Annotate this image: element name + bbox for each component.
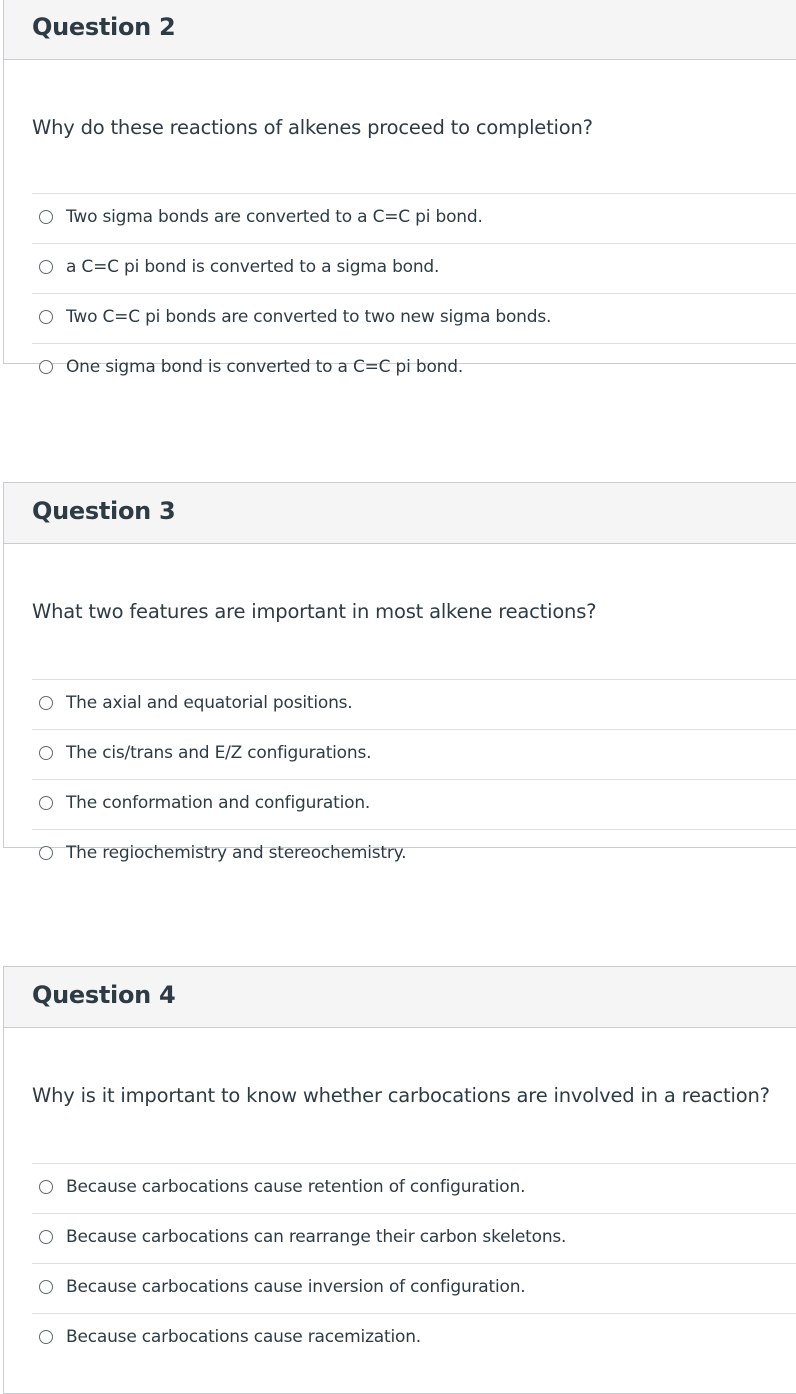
question-text: Why do these reactions of alkenes proceed to completion? [32,116,593,139]
answer-option[interactable] [32,293,796,343]
radio-button[interactable] [39,746,53,760]
question-title: Question 3 [32,497,176,525]
radio-button[interactable] [39,360,53,374]
radio-button[interactable] [39,210,53,224]
answer-label[interactable]: a C=C pi bond is converted to a sigma bond. [66,257,440,277]
answer-list [32,193,796,393]
answer-label[interactable]: One sigma bond is converted to a C=C pi bond. [66,357,464,377]
radio-button[interactable] [39,1180,53,1194]
answer-label[interactable]: Two C=C pi bonds are converted to two new sigma bonds. [66,307,552,327]
answer-option[interactable] [32,1313,796,1363]
answer-option[interactable] [32,679,796,729]
answer-label[interactable]: The cis/trans and E/Z configurations. [66,743,372,763]
question-title: Question 2 [32,13,176,41]
answer-option[interactable] [32,193,796,243]
answer-label[interactable]: Because carbocations can rearrange their carbon skeletons. [66,1227,567,1247]
answer-label[interactable]: The regiochemistry and stereochemistry. [66,843,407,863]
answer-option[interactable] [32,1213,796,1263]
answer-label[interactable]: Two sigma bonds are converted to a C=C pi bond. [66,207,483,227]
answer-option[interactable] [32,729,796,779]
question-text: Why is it important to know whether carbocations are involved in a reaction? [32,1084,770,1107]
answer-label[interactable]: Because carbocations cause inversion of configuration. [66,1277,526,1297]
question-text: What two features are important in most alkene reactions? [32,600,597,623]
answer-list [32,1163,796,1363]
question-header [4,967,796,1028]
answer-option[interactable] [32,343,796,393]
question-card-2 [3,0,796,377]
answer-label[interactable]: Because carbocations cause racemization. [66,1327,421,1347]
answer-option[interactable] [32,1163,796,1213]
answer-option[interactable] [32,829,796,879]
answer-option[interactable] [32,1263,796,1313]
question-card-3 [3,482,796,863]
radio-button[interactable] [39,310,53,324]
answer-list [32,679,796,879]
answer-option[interactable] [32,779,796,829]
radio-button[interactable] [39,1280,53,1294]
radio-button[interactable] [39,846,53,860]
radio-button[interactable] [39,696,53,710]
radio-button[interactable] [39,1230,53,1244]
question-title: Question 4 [32,981,176,1009]
answer-label[interactable]: The axial and equatorial positions. [66,693,353,713]
question-header [4,483,796,544]
question-header [4,0,796,60]
radio-button[interactable] [39,260,53,274]
answer-option[interactable] [32,243,796,293]
question-card-4 [3,966,796,1394]
radio-button[interactable] [39,796,53,810]
answer-label[interactable]: Because carbocations cause retention of configuration. [66,1177,526,1197]
radio-button[interactable] [39,1330,53,1344]
answer-label[interactable]: The conformation and configuration. [66,793,371,813]
